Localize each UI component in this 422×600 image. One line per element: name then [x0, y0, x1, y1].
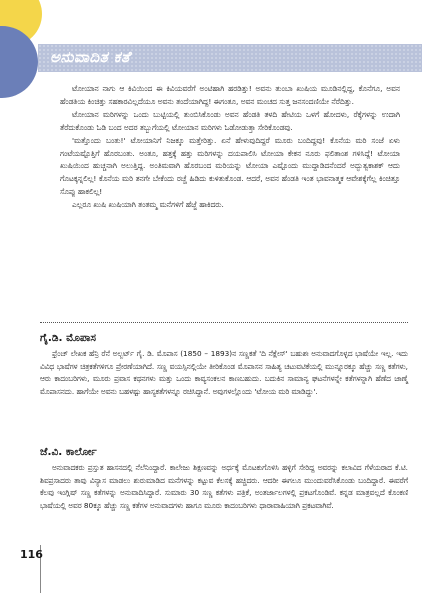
author-bio	[40, 348, 408, 398]
page-number: 116	[20, 548, 43, 561]
story-paragraph: ಎಲ್ಲರೂ ಖುಷಿ ಖುಷಿಯಾಗಿ ತಂತಮ್ಮ ಮನೆಗಳಿಗೆ ಹೆಜ್ಜೆ ಹಾಕಿದರು.	[72, 200, 224, 210]
section-title: ಅನುವಾದಿತ ಕತೆ	[50, 48, 131, 66]
translator-bio-paragraph: ಅನುವಾದಕರು ಪ್ರಸ್ತುತ ಹಾಸನದಲ್ಲಿ ನೆಲೆನಿಂದ್ದಾರೆ. ಕಾಲೇಜು ಶಿಕ್ಷಣವನ್ನು ಅರ್ಧಕ್ಕೆ ಮೊಟಕುಗೊಳಿಸಿ ಹಳ್ಳಿಗೆ ಸೇರಿದ್ದ ಅವರನ್ನು ಕಲಾವಿದ ಗೆಳೆಯರಾದ ಕೆ.ಟಿ. ಶಿವಪ್ರಸಾದರು ತಾವು ವಿನ್ಯಾಸ ಮಾಡಲು ಶುರುಮಾಡಿದ ಮನೆಗಳನ್ನು ಕಟ್ಟುವ ಕೆಲಸಕ್ಕೆ ಹಚ್ಚಿದರು. ಆದರೀ ಈಗಲೂ ಮುಂದುವರೆಸಿಕೊಂಡು ಬಂದಿದ್ದಾರೆ. ಈವರೆಗೆ ಕೆಲವು ಇಂಗ್ಲಿಷ್ ಸಣ್ಣ ಕತೆಗಳನ್ನು ಅನುವಾದಿಸಿದ್ದಾರೆ. ಸುಮಾರು 30 ಸಣ್ಣ ಕತೆಗಳು ಪತ್ರಿಕೆ, ಅಂತರ್ಜಾಲಗಳಲ್ಲಿ ಪ್ರಕಟಗೊಂಡಿವೆ. ಕನ್ನಡ ಮಾತ್ರವಲ್ಲದೆ ಕೊಂಕಣಿ ಭಾಷೆಯಲ್ಲಿ ಅವರ 80ಕ್ಕೂ ಹೆಚ್ಚು ಸಣ್ಣ ಕತೆಗಳ ಅನುವಾದಗಳು ಹಾಗೂ ಮೂರು ಕಾದಂಬರಿಗಳು ಧಾರಾವಾಹಿಯಾಗಿ ಪ್ರಕಟವಾಗಿವೆ.	[40, 463, 408, 510]
story-paragraph: 'ಮತ್ತೊಂದು ಬಂತು!' ಟೋಯಾನಿಗೆ ನಿಜಕ್ಕೂ ಮತ್ತೇರಿತ್ತು. ಏನೆ ಹೇಳುವುದಿದ್ದರೆ ಮೂರು ಬಂದಿದ್ದವು! ಕೊನೆಯ ಮರಿ ಸಂಜೆ ಏಳು ಗಂಟೆಯಷ್ಟೊತ್ತಿಗೆ ಹೊರಬಂತು. ಅಂತೂ, ಹತ್ತಕ್ಕೆ ಹತ್ತು ಮರಿಗಳನ್ನು ದಯಪಾಲಿಸಿ ಟೋಯಾ ಕೇಕನ ನೂರು ಫಲಿತಾಂಶ ಗಳಿಸಿದ್ದೆ! ಟೋಯಾ ಖುಷಿಯಿಂದ ಹುಚ್ಚನಾಗಿ ಅಲುತ್ತಿದ್ದ. ಅಂತಿಮವಾಗಿ ಹೊರಬಂದ ಮರಿಯನ್ನು ಟೋಯಾ ಎಷ್ಟೊಂದು ಮುದ್ದಾಡಿದನೆಂದರೆ ಅದ್ಭುತ್ವಕಾಶಕ್ ಆದು ಗೊಟಕ್ಕನ್ನಲಿಲ್ಲ! ಕೊನೆಯ ಮರಿ ತನಗೇ ಬೇಕೆಂದು ರಚ್ಚೆ ಹಿಡಿದು ಕುಳಿತುಕೊಂಡ. ಆದರೆ, ಅವನ ಹೆಂಡತಿ ಇಂತ ಭಾವನಾತ್ಮಕ ಆವೇಶಕ್ಕೆಗೆಲ್ಲ ಕಿಂಚಿತ್ತೂ ಸೊಪ್ಪು ಹಾಕಲಿಲ್ಲ!	[60, 135, 400, 197]
story-text	[60, 83, 400, 212]
section-divider	[40, 322, 408, 323]
author-name-heading: ಗೈ.ಡಿ. ಮೊಪಾಸ	[40, 332, 96, 344]
translator-name-heading: ಜೆ.ವಿ. ಕಾರ್ಲೋ	[40, 446, 97, 458]
story-paragraph: ಟೋಯಾನ ನಾಗು ಆ ಕಿವಿಯಿಂದ ಈ ಕಿವಿಯವರೆಗೆ ಅಂಟಿಹಾಗಿ ಹರಡಿತ್ತು! ಅವನು ತುಂಬಾ ಖುಷಿಯ ಮೂಡಿನಲ್ಲಿದ್ದ, ಕೊನೆಗೂ, ಅವನ ಹೆಂಡತಿಯ ಕಿಂಚಿತ್ತು ಸಹಕಾರವಿಲ್ಲದೆಯೂ ಅವನು ತಂದೆಯಾಗಿದ್ದ! ಈಗಂತೂ, ಅವನ ಮಂಚದ ಸುತ್ತ ಜನಸಂದಣಿಯೇ ನೆರೆದಿತ್ತು.	[60, 84, 400, 106]
story-paragraph: ಟೋಯಾನ ಮರಿಗಳನ್ನು ಒಂದು ಬುಟ್ಟಿಯಲ್ಲಿ ತುಂಬಿಸಿಕೊಂಡು ಅವನ ಹೆಂಡತಿ ತಳದಿ ಹೇಟಿಯ ಒಳಗೆ ಹೋದಳು, ರೆಕ್ಕೆಗಳನ್ನು ಉದಾಗಿ ತೆರೆದುಕೊಂಡು ಓಡಿ ಬಂದ ಅದರ ತಬ್ಬುಗೆಯಲ್ಲಿ ಟೋಯಾನ ಮರಿಗಳು ಓಡೋಡುತ್ತಾ ಸೇರಿಕೊಂಡವು.	[60, 109, 400, 132]
translator-bio	[40, 462, 408, 512]
author-bio-paragraph: ಫ್ರೆಂಚ್ ಲೇಖಕ ಹೆನ್ರಿ ರೆನೆ ಅಲ್ಬರ್ಟ್ ಗೈ. ಡಿ. ಮೊಪಾಸ (1850 – 1893)ನ ಸಣ್ಣಕತೆ 'ದಿ ನೆಕ್ಲೇಸ್' ಬಹುಶಃ ಅನುವಾದಗೊಳ್ಳದ ಭಾಷೆಯೇ ಇಲ್ಲ. ಇದು ವಿವಿಧ ಭಾಷೆಗಳ ಚಿತ್ರಕತೆಗಳಿಗೂ ಪ್ರೇರಣೆಯಾಗಿದೆ. ಸಣ್ಣ ವಯಸ್ಸಿನಲ್ಲಿಯೇ ತೀರಿಕೊಂಡ ಮೊಪಾಸನ ಸಾಹಿತ್ಯ ಚಟುವಟಿಕೆಯಲ್ಲಿ ಮುನ್ನೂರಕ್ಕೂ ಹೆಚ್ಚು ಸಣ್ಣ ಕತೆಗಳು, ಆರು ಕಾದಂಬರಿಗಳು, ಮೂರು ಪ್ರವಾಸ ಕಥನಗಳು ಮತ್ತು ಒಂದು ಕಾವ್ಯಸಂಕಲನ ಕಾಣಬಹುದು. ಬದುಕಿನ ಸಾಮಾನ್ಯ ಘಟನೆಗಳನ್ನೇ ಕತೆಗಳನ್ನಾಗಿ ಹೆಣೆದ ಜಾಣ್ಮೆ ಮೊಪಾಸನದು. ಹಾಗೆಯೇ ಅವನು ಬಹಳಷ್ಟು ಹಾಸ್ಯಕತೆಗಳನ್ನೂ ರಚಿಸಿದ್ದಾನೆ. ಅವುಗಳಲ್ಲೊಂದು 'ಟೋಯ ಮರಿ ಮಾಡಿದ್ದು'.	[40, 349, 408, 396]
